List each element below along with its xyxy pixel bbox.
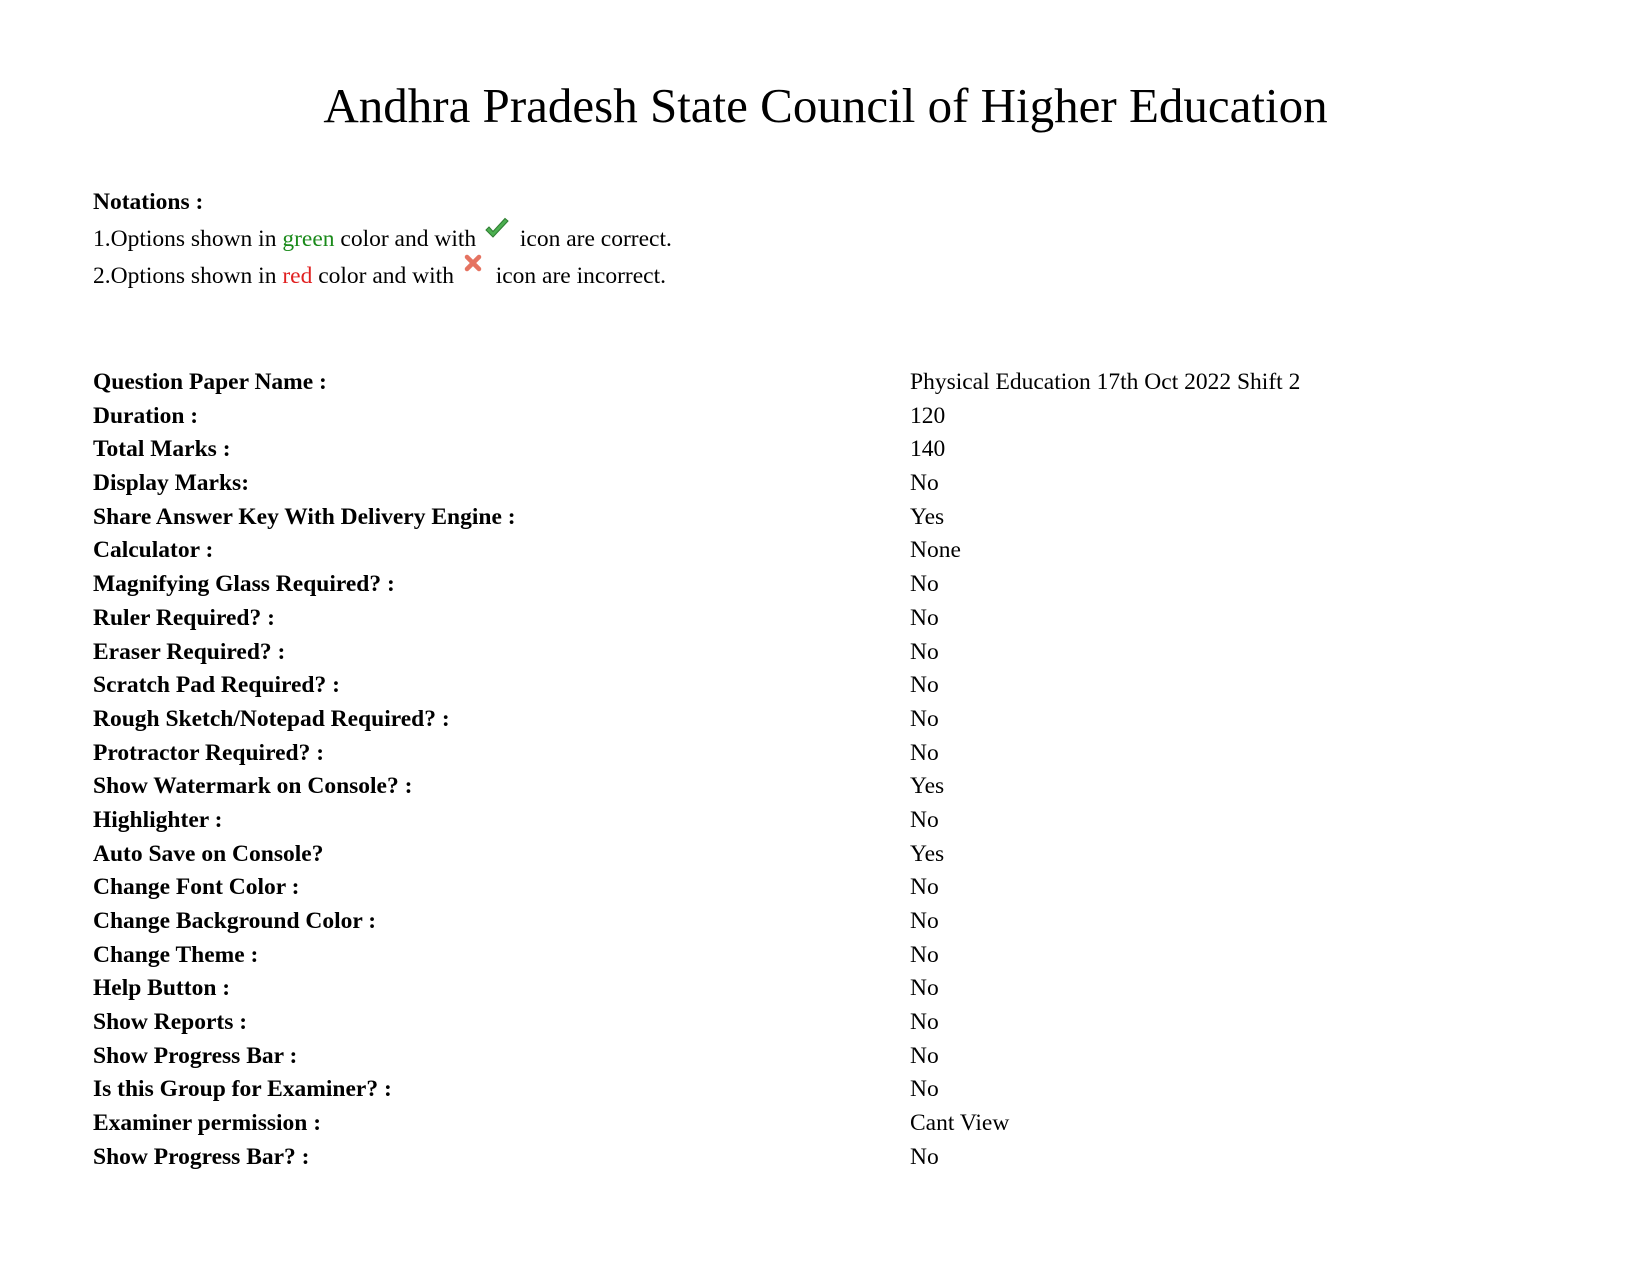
- info-value: 120: [910, 402, 946, 429]
- info-label: Calculator :: [93, 537, 214, 564]
- info-value: No: [910, 470, 939, 497]
- info-label: Rough Sketch/Notepad Required? :: [93, 705, 450, 732]
- info-value: No: [910, 1042, 939, 1069]
- info-label: Change Theme :: [93, 941, 259, 968]
- info-row-font-color: [93, 871, 1593, 905]
- info-row-progress-bar-question: [93, 1141, 1593, 1175]
- info-row-magnifying-glass: [93, 568, 1593, 602]
- info-row-protractor: [93, 737, 1593, 771]
- info-row-examiner-group: [93, 1073, 1593, 1107]
- notation-correct-color-word: green: [282, 226, 335, 252]
- info-value: No: [910, 672, 939, 699]
- notation-incorrect-middle: color and with: [312, 263, 460, 289]
- info-value: No: [910, 604, 939, 631]
- info-value: No: [910, 908, 939, 934]
- info-label: Display Marks:: [93, 470, 250, 497]
- info-row-scratch-pad: [93, 669, 1593, 703]
- info-label: Show Progress Bar? :: [93, 1143, 310, 1170]
- info-value: Yes: [910, 773, 945, 800]
- info-row-examiner-permission: [93, 1107, 1593, 1141]
- info-value: No: [910, 874, 939, 901]
- notation-incorrect-prefix: 2.Options shown in: [93, 263, 283, 289]
- info-value: No: [910, 638, 939, 665]
- info-value: No: [910, 975, 939, 1002]
- info-label: Question Paper Name :: [93, 369, 327, 395]
- notation-incorrect-suffix: icon are incorrect.: [489, 263, 666, 289]
- info-label: Duration :: [93, 402, 199, 429]
- notations-section: [93, 184, 672, 295]
- info-label: Show Progress Bar :: [93, 1042, 298, 1069]
- check-icon: [484, 217, 510, 241]
- info-row-background-color: [93, 905, 1593, 939]
- info-row-highlighter: [93, 804, 1593, 838]
- info-value: No: [910, 806, 939, 833]
- info-row-auto-save: [93, 838, 1593, 872]
- cross-icon: [464, 254, 482, 272]
- notation-correct-middle: color and with: [334, 226, 483, 252]
- info-label: Magnifying Glass Required? :: [93, 571, 395, 598]
- info-row-question-paper-name: [93, 366, 1593, 400]
- info-row-show-reports: [93, 1006, 1593, 1040]
- info-value: No: [910, 941, 939, 968]
- notation-incorrect-line: [93, 258, 672, 295]
- info-row-theme: [93, 939, 1593, 973]
- info-value: No: [910, 739, 939, 766]
- info-value: No: [910, 1009, 939, 1036]
- info-value: 140: [910, 436, 946, 463]
- info-value: No: [910, 571, 939, 598]
- info-label: Change Font Color :: [93, 874, 300, 901]
- info-row-rough-sketch: [93, 703, 1593, 737]
- info-row-watermark: [93, 770, 1593, 804]
- info-label: Is this Group for Examiner? :: [93, 1076, 392, 1103]
- notation-correct-suffix: icon are correct.: [514, 226, 672, 252]
- notation-correct-prefix: 1.Options shown in: [93, 226, 283, 252]
- info-value: Physical Education 17th Oct 2022 Shift 2: [910, 369, 1301, 395]
- info-value: Cant View: [910, 1110, 1010, 1137]
- info-label: Help Button :: [93, 975, 231, 1002]
- info-label: Protractor Required? :: [93, 739, 325, 766]
- info-row-duration: [93, 400, 1593, 434]
- info-row-progress-bar: [93, 1040, 1593, 1074]
- info-value: No: [910, 705, 939, 732]
- info-label: Highlighter :: [93, 806, 223, 833]
- info-label: Share Answer Key With Delivery Engine :: [93, 503, 516, 530]
- info-label: Auto Save on Console?: [93, 840, 324, 867]
- info-row-eraser: [93, 636, 1593, 670]
- paper-info-table: [93, 366, 1593, 1175]
- info-row-ruler: [93, 602, 1593, 636]
- notation-incorrect-color-word: red: [282, 263, 313, 289]
- info-label: Scratch Pad Required? :: [93, 672, 340, 699]
- info-value: No: [910, 1076, 939, 1103]
- notations-heading: Notations :: [93, 189, 204, 215]
- info-label: Total Marks :: [93, 436, 231, 463]
- info-value: No: [910, 1143, 939, 1170]
- info-value: Yes: [910, 503, 945, 530]
- notation-correct-line: [93, 221, 672, 258]
- info-row-display-marks: [93, 467, 1593, 501]
- info-row-help-button: [93, 972, 1593, 1006]
- info-row-total-marks: [93, 433, 1593, 467]
- info-value: None: [910, 537, 961, 564]
- info-label: Ruler Required? :: [93, 604, 275, 631]
- info-label: Show Watermark on Console? :: [93, 773, 413, 800]
- page-title: Andhra Pradesh State Council of Higher Education: [323, 78, 1328, 133]
- info-label: Eraser Required? :: [93, 638, 286, 665]
- info-value: Yes: [910, 840, 945, 867]
- info-row-calculator: [93, 534, 1593, 568]
- info-row-share-answer-key: [93, 501, 1593, 535]
- info-label: Examiner permission :: [93, 1110, 322, 1137]
- info-label: Show Reports :: [93, 1009, 248, 1036]
- info-label: Change Background Color :: [93, 908, 377, 934]
